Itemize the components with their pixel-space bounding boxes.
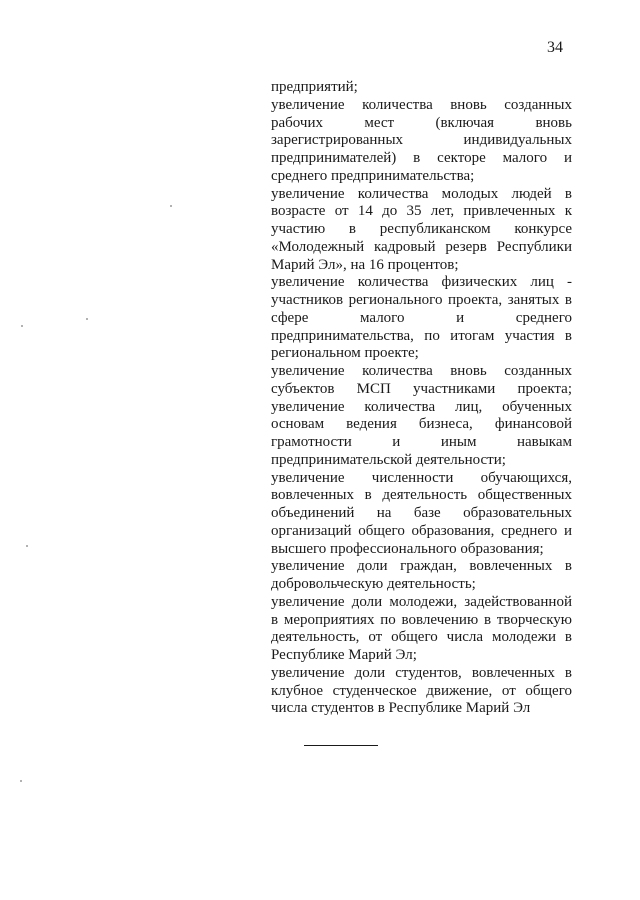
paragraph: увеличение количества вновь созданных рабочих мест (включая вновь зарегистрированных индивидуальных предпринимателей) в секторе малого и среднего предпринимательства;	[271, 96, 572, 184]
body-text	[271, 79, 572, 718]
paragraph: увеличение доли студентов, вовлеченных в клубное студенческое движение, от общего числа студентов в Республике Марий Эл	[271, 664, 572, 717]
scan-speck	[26, 545, 28, 547]
scan-speck	[170, 205, 172, 207]
paragraph: увеличение количества лиц, обученных основам ведения бизнеса, финансовой грамотности и иным навыкам предпринимательской деятельности;	[271, 398, 572, 468]
paragraph: увеличение количества физических лиц - участников регионального проекта, занятых в сфере малого и среднего предпринимательства, по итогам участия в региональном проекте;	[271, 274, 572, 362]
scan-speck	[20, 780, 22, 782]
paragraph: предприятий;	[271, 79, 358, 95]
paragraph: увеличение доли граждан, вовлеченных в добровольческую деятельность;	[271, 558, 572, 592]
page-number: 34	[547, 39, 563, 56]
end-of-document-rule	[304, 745, 378, 746]
paragraph: увеличение количества молодых людей в возрасте от 14 до 35 лет, привлеченных к участию в республиканском конкурсе «Молодежный кадровый резерв Республики Марий Эл», на 16 процентов;	[271, 185, 572, 273]
paragraph: увеличение количества вновь созданных субъектов МСП участниками проекта;	[271, 363, 572, 397]
scan-speck	[21, 325, 23, 327]
paragraph: увеличение численности обучающихся, вовлеченных в деятельность общественных объединений на базе образовательных организаций общего образования, среднего и высшего профессионального образования;	[271, 469, 572, 557]
scan-speck	[86, 318, 88, 320]
paragraph: увеличение доли молодежи, задействованной в мероприятиях по вовлечению в творческую деятельность, от общего числа молодежи в Республике Марий Эл;	[271, 593, 572, 663]
